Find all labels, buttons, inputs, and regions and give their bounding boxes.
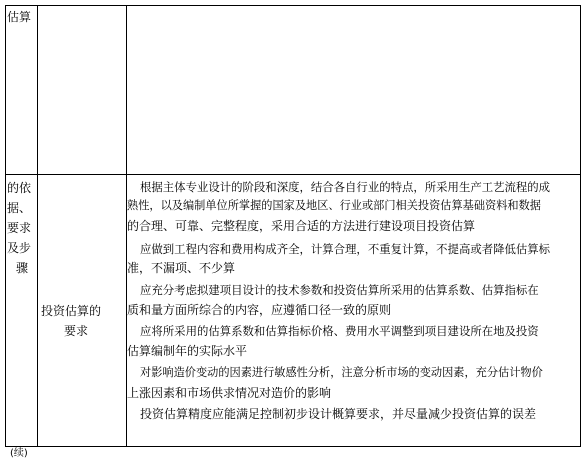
left-header-top: 估算: [7, 10, 32, 24]
left-header-line-4: 及步: [7, 241, 32, 255]
table-right-border: [580, 5, 581, 447]
table-left-border: [5, 5, 6, 447]
left-header-line-1: 的依: [7, 181, 32, 195]
body-line-9: 估算编制年的实际水平: [127, 344, 248, 358]
footer-fragment: (续): [10, 448, 28, 459]
body-line-2: 熟性，以及编制单位所掌握的国家及地区、行业或部门相关投资估算基础资料和数据: [127, 199, 541, 212]
table-bottom-border: [5, 446, 581, 447]
middle-label-line-1: 投资估算的: [41, 304, 102, 318]
col-divider-1: [37, 5, 38, 447]
body-line-12: 投资估算精度应能满足控制初步设计概算要求，并尽量减少投资估算的误差: [140, 407, 537, 421]
left-header-line-2: 据、: [7, 201, 32, 215]
table-top-border: [5, 5, 581, 6]
body-line-6: 应充分考虑拟建项目设计的技术参数和投资估算所采用的估算系数、估算指标在: [140, 283, 539, 297]
left-header-line-5: 骤: [16, 261, 29, 275]
body-line-7: 质和量方面所综合的内容，应遵循口径一致的原则: [127, 303, 392, 317]
body-line-5: 准，不漏项、不少算: [127, 261, 236, 275]
body-line-4: 应做到工程内容和费用构成齐全，计算合理，不重复计算，不提高或者降低估算标: [140, 242, 551, 256]
left-header-line-3: 要求: [7, 221, 32, 235]
middle-label-line-2: 要求: [64, 324, 89, 338]
body-line-1: 根据主体专业设计的阶段和深度，结合各自行业的特点，所采用生产工艺流程的成: [140, 180, 551, 194]
body-line-3: 的合理、可靠、完整程度，采用合适的方法进行建设项目投资估算: [127, 219, 476, 233]
body-line-10: 对影响造价变动的因素进行敏感性分析，注意分析市场的变动因素，充分估计物价: [140, 366, 543, 379]
body-line-11: 上涨因素和市场供求情况对造价的影响: [127, 386, 332, 400]
body-line-8: 应将所采用的估算系数和估算指标价格、费用水平调整到项目建设所在地及投资: [140, 324, 539, 338]
table-row-divider: [5, 174, 581, 175]
